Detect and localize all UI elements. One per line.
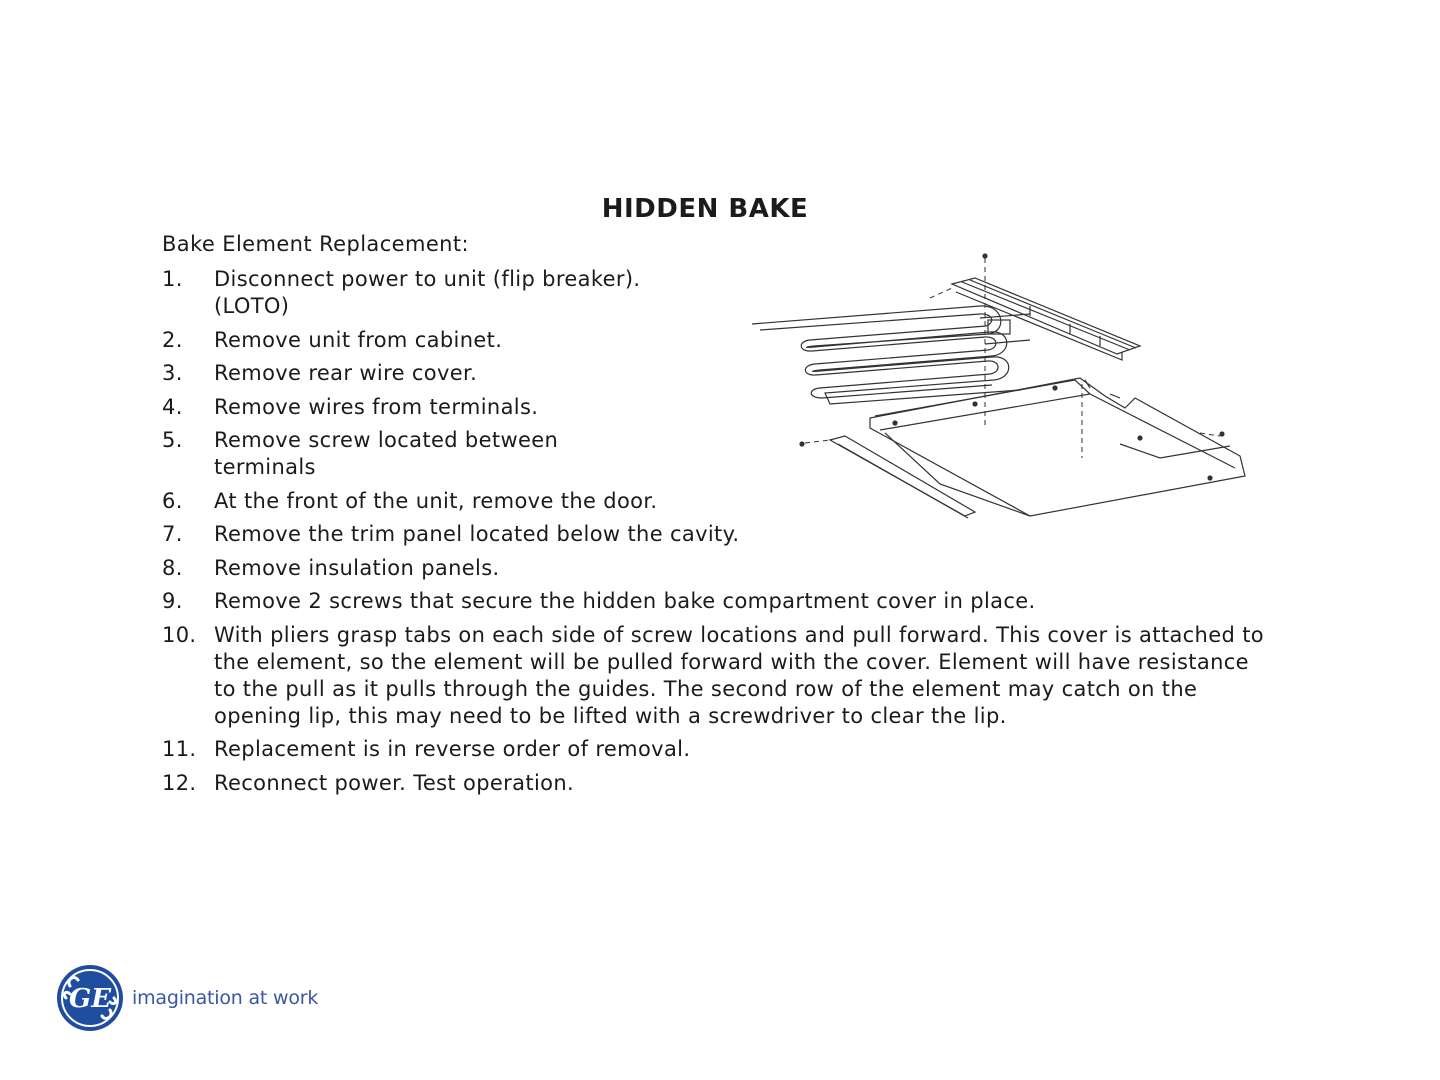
bake-element-coil [752,306,1030,404]
step-8 [162,555,1272,582]
step-number: 1. [162,267,183,291]
step-text: Reconnect power. Test operation. [214,770,575,795]
step-number: 3. [162,361,183,385]
step-number: 11. [162,737,197,761]
step-number: 2. [162,327,183,352]
step-text: Remove the trim panel located below the cavity. [214,522,740,546]
step-number: 4. [162,394,183,419]
step-11 [162,736,1272,763]
step-text: With pliers grasp tabs on each side of screw locations and pull forward. This cover is attached to the element, so the element will be pulled forward with the cover. Element will have resistance to the pull as it pulls through the guides. The second row of the element may catch on the opening lip, this may need to be lifted with a screwdriver to clear the lip. [214,622,1264,728]
step-number: 5. [162,428,183,452]
logo-tagline: imagination at work [132,987,319,1009]
section-subtitle: Bake Element Replacement: [162,232,469,256]
step-number: 9. [162,589,183,613]
step-number: 12. [162,770,197,795]
ge-monogram-icon [56,964,124,1032]
svg-text:GE: GE [68,984,112,1014]
compartment-cover [870,378,1245,516]
step-text: Remove insulation panels. [214,555,500,580]
step-7 [162,521,1272,548]
step-9 [162,588,1272,615]
step-text: Remove 2 screws that secure the hidden bake compartment cover in place. [214,589,1036,613]
ge-logo [56,964,318,1032]
step-text: Remove rear wire cover. [214,361,478,385]
step-number: 7. [162,522,183,546]
step-text: Remove wires from terminals. [214,394,539,419]
step-text: Replacement is in reverse order of removal. [214,737,691,761]
step-12 [162,770,1272,797]
bake-element-exploded-diagram [730,248,1260,523]
step-number: 6. [162,488,183,513]
front-rail [830,436,975,518]
page-title: HIDDEN BAKE [601,194,809,224]
step-10 [162,622,1272,730]
step-text: Remove unit from cabinet. [214,327,503,352]
step-number: 8. [162,555,183,580]
step-text: Remove screw located between terminals [214,428,559,479]
step-text: Disconnect power to unit (flip breaker). (LOTO) [214,267,641,318]
step-text: At the front of the unit, remove the door. [214,488,658,513]
mounting-bracket [952,278,1140,360]
step-number: 10. [162,622,197,647]
